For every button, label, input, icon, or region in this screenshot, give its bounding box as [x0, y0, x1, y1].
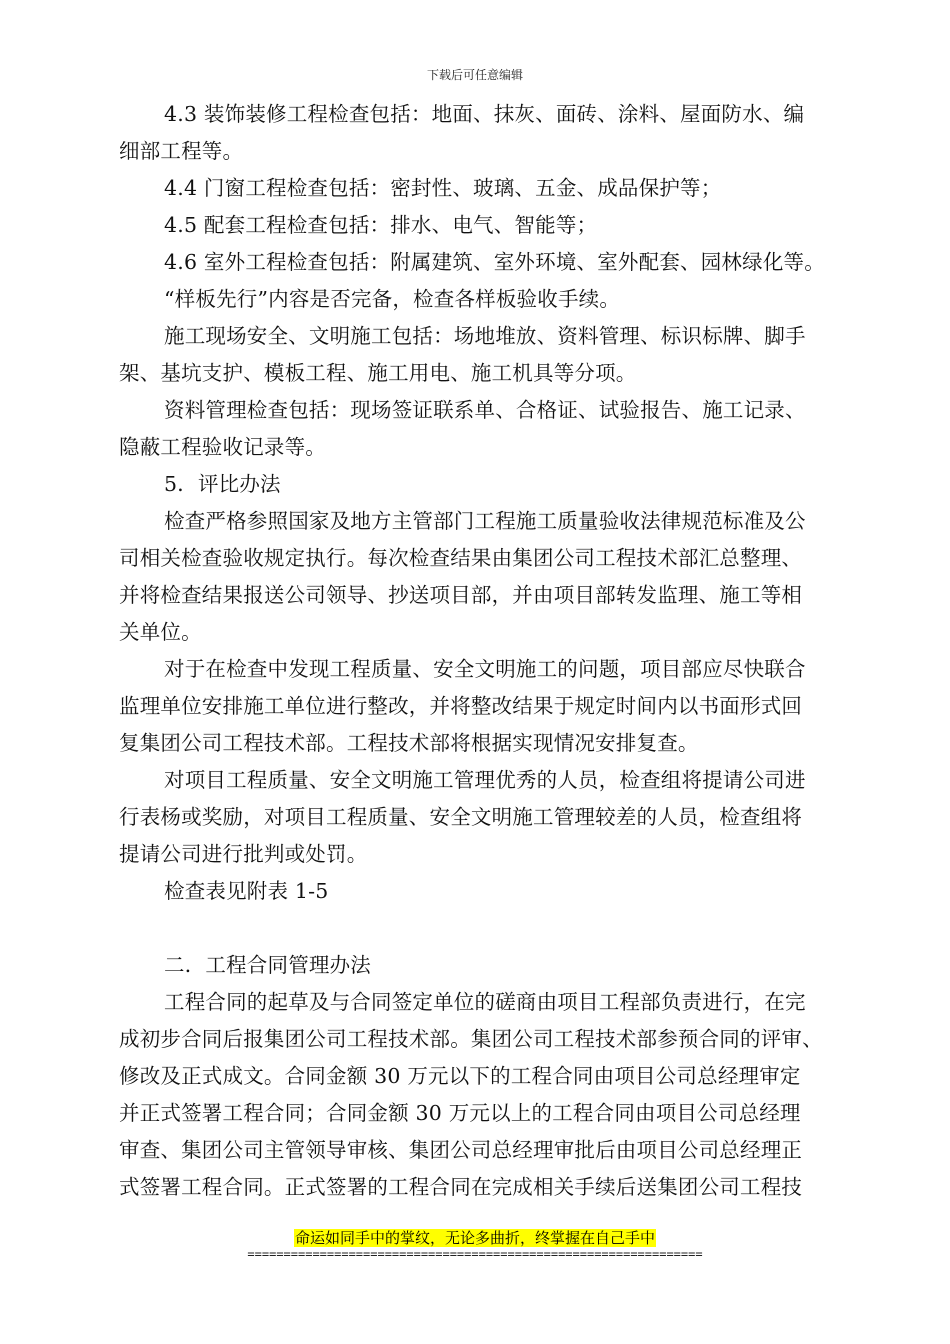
- text-line: 式签署工程合同。正式签署的工程合同在完成相关手续后送集团公司工程技: [119, 1175, 803, 1199]
- text-line: 资料管理检查包括：现场签证联系单、合格证、试验报告、施工记录、: [164, 398, 806, 422]
- text-line: 5．评比办法: [164, 472, 281, 496]
- text-line: “样板先行”内容是否完备，检查各样板验收手续。: [164, 287, 621, 311]
- text-line: 4.5 配套工程检查包括：排水、电气、智能等；: [164, 213, 598, 237]
- text-line: 关单位。: [119, 620, 202, 644]
- text-line: 细部工程等。: [119, 139, 244, 163]
- text-line: 对于在检查中发现工程质量、安全文明施工的问题，项目部应尽快联合: [164, 657, 806, 681]
- text-line: 提请公司进行批判或处罚。: [119, 842, 368, 866]
- text-line: 复集团公司工程技术部。工程技术部将根据实现情况安排复查。: [119, 731, 699, 755]
- text-line: 施工现场安全、文明施工包括：场地堆放、资料管理、标识标牌、脚手: [164, 324, 806, 348]
- text-line: 修改及正式成文。合同金额 30 万元以下的工程合同由项目公司总经理审定: [119, 1064, 801, 1088]
- footer-rule: ===============================================================: [247, 1247, 703, 1261]
- text-line: 4.6 室外工程检查包括：附属建筑、室外环境、室外配套、园林绿化等。: [164, 250, 825, 274]
- text-line: 4.4 门窗工程检查包括：密封性、玻璃、五金、成品保护等；: [164, 176, 722, 200]
- document-body: [119, 96, 864, 1206]
- text-line: 检查严格参照国家及地方主管部门工程施工质量验收法律规范标准及公: [164, 509, 806, 533]
- text-line: 检查表见附表 1-5: [164, 879, 329, 903]
- text-line: 行表杨或奖励，对项目工程质量、安全文明施工管理较差的人员，检查组将: [119, 805, 803, 829]
- text-line: 4.3 装饰装修工程检查包括：地面、抹灰、面砖、涂料、屋面防水、编: [164, 102, 805, 126]
- text-line: 并正式签署工程合同；合同金额 30 万元以上的工程合同由项目公司总经理: [119, 1101, 801, 1125]
- text-line: 对项目工程质量、安全文明施工管理优秀的人员，检查组将提请公司进: [164, 768, 806, 792]
- footer-motto-text: 命运如同手中的掌纹，无论多曲折，终掌握在自己手中: [294, 1229, 655, 1247]
- text-line: 司相关检查验收规定执行。每次检查结果由集团公司工程技术部汇总整理、: [119, 546, 803, 570]
- page-header-note: 下载后可任意编辑: [426, 68, 523, 82]
- text-line: 成初步合同后报集团公司工程技术部。集团公司工程技术部参预合同的评审、: [119, 1027, 823, 1051]
- text-line: 隐蔽工程验收记录等。: [119, 435, 326, 459]
- text-line: 工程合同的起草及与合同签定单位的磋商由项目工程部负责进行，在完: [164, 990, 806, 1014]
- blank-line: [119, 910, 864, 947]
- text-line: 二．工程合同管理办法: [164, 953, 371, 977]
- text-line: 并将检查结果报送公司领导、抄送项目部，并由项目部转发监理、施工等相: [119, 583, 803, 607]
- footer-motto: [0, 1227, 950, 1248]
- text-line: 架、基坑支护、模板工程、施工用电、施工机具等分项。: [119, 361, 637, 385]
- text-line: 审查、集团公司主管领导审核、集团公司总经理审批后由项目公司总经理正: [119, 1138, 803, 1162]
- text-line: 监理单位安排施工单位进行整改，并将整改结果于规定时间内以书面形式回: [119, 694, 803, 718]
